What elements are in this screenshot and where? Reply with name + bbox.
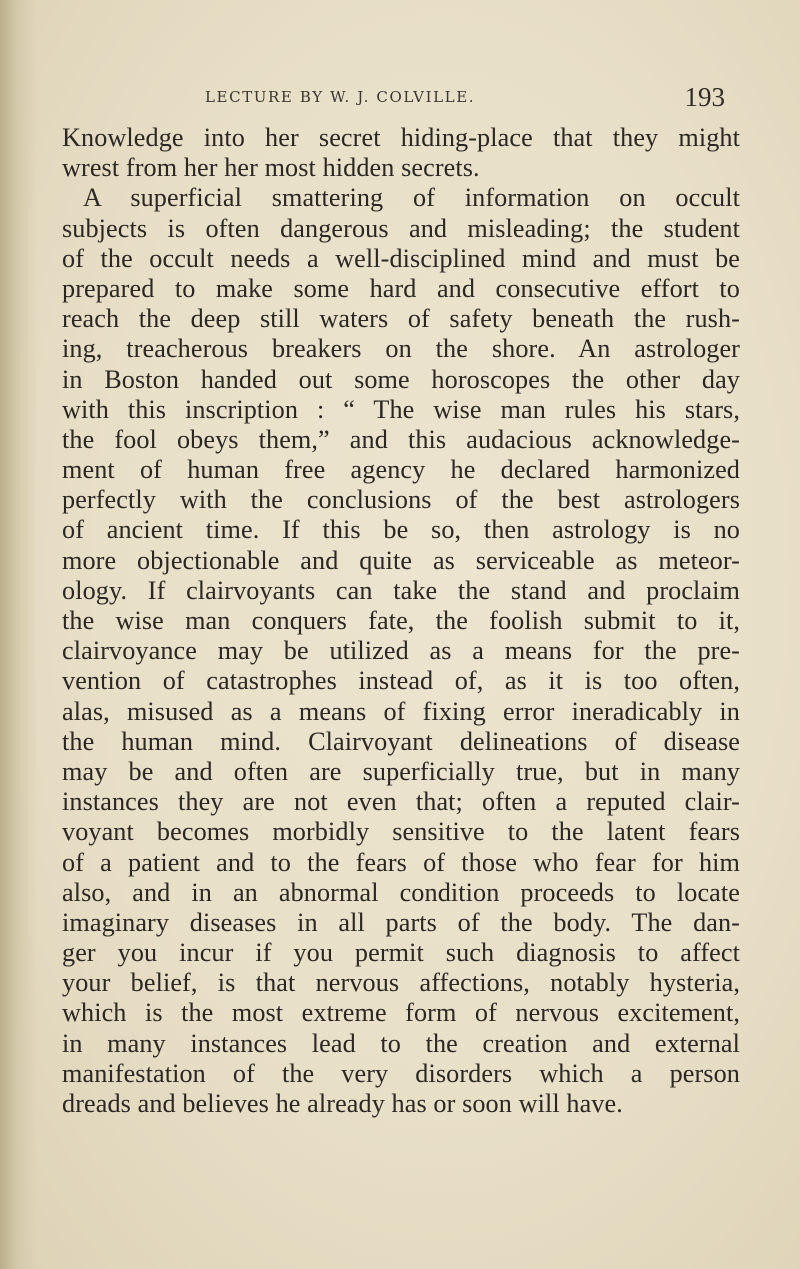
paragraph: [62, 183, 740, 1119]
text-line: prepared to make some hard and consecutive effort to: [62, 273, 740, 303]
text-line: instances they are not even that; often a reputed clair-: [62, 787, 740, 817]
page-number: 193: [684, 82, 725, 112]
text-line: A superficial smattering of information on occult: [83, 183, 740, 213]
text-line: ing, treacherous breakers on the shore. An astrologer: [62, 334, 740, 364]
text-line: alas, misused as a means of fixing error ineradicably in: [62, 696, 740, 726]
paragraph: [62, 123, 740, 183]
text-line: ment of human free agency he declared harmonized: [62, 455, 740, 485]
text-line: the human mind. Clairvoyant delineations of disease: [62, 726, 740, 756]
text-line: wrest from her her most hidden secrets.: [62, 153, 480, 183]
text-line: of a patient and to the fears of those who fear for him: [62, 847, 740, 877]
binding-gutter-shadow: [0, 0, 38, 1269]
text-line: the fool obeys them,” and this audacious acknowledge-: [62, 424, 740, 454]
body-text: [62, 123, 740, 1119]
text-line: more objectionable and quite as serviceable as meteor-: [62, 545, 740, 575]
text-line: may be and often are superficially true, but in many: [62, 756, 740, 786]
text-line: the wise man conquers fate, the foolish submit to it,: [62, 606, 740, 635]
text-line: which is the most extreme form of nervous excitement,: [62, 998, 740, 1028]
text-line: ger you incur if you permit such diagnosis to affect: [62, 938, 740, 968]
page-header: [205, 82, 725, 116]
text-line: with this inscription : “ The wise man rules his stars,: [62, 394, 740, 424]
text-line: voyant becomes morbidly sensitive to the latent fears: [62, 817, 740, 847]
text-line: your belief, is that nervous affections, notably hysteria,: [62, 968, 740, 998]
text-line: vention of catastrophes instead of, as it is too often,: [62, 666, 740, 696]
text-line: clairvoyance may be utilized as a means for the pre-: [62, 636, 740, 666]
text-line: in many instances lead to the creation and external: [62, 1028, 740, 1058]
text-line: also, and in an abnormal condition proceeds to locate: [62, 877, 740, 907]
text-line: imaginary diseases in all parts of the body. The dan-: [62, 907, 740, 937]
text-line: manifestation of the very disorders which a person: [62, 1058, 740, 1088]
text-line: reach the deep still waters of safety beneath the rush-: [62, 304, 740, 334]
text-line: ology. If clairvoyants can take the stand and proclaim: [62, 575, 740, 605]
text-line: Knowledge into her secret hiding-place that they might: [62, 123, 740, 152]
text-line: of ancient time. If this be so, then astrology is no: [62, 515, 740, 545]
text-line: in Boston handed out some horoscopes the other day: [62, 364, 740, 394]
text-line: of the occult needs a well-disciplined mind and must be: [62, 243, 740, 273]
text-line: subjects is often dangerous and misleading; the student: [62, 213, 740, 243]
running-head: LECTURE BY W. J. COLVILLE.: [205, 88, 476, 106]
text-line: perfectly with the conclusions of the best astrologers: [62, 485, 740, 515]
text-line: dreads and believes he already has or soon will have.: [62, 1089, 623, 1118]
